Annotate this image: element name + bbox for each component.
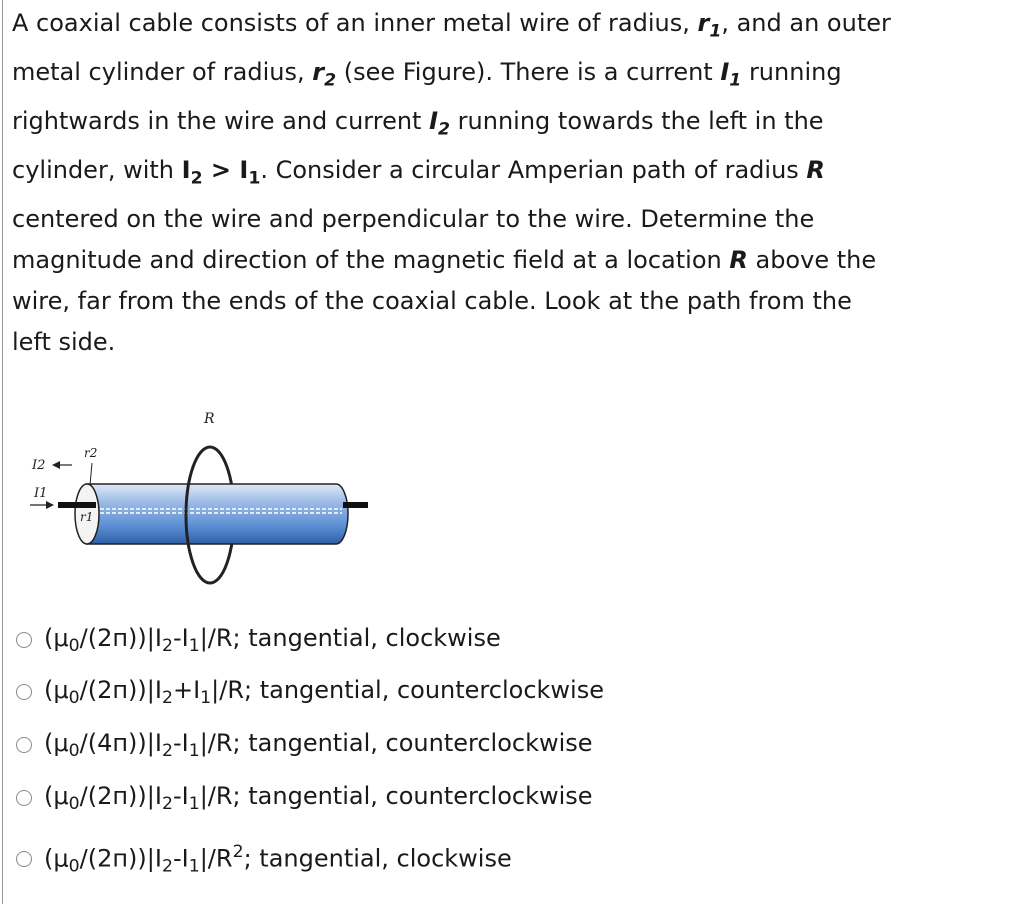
i1-variable: $I_1$ <box>720 58 742 91</box>
question-line-1 <box>12 6 1017 55</box>
i1-bold-variable: $I_1$ <box>239 156 261 189</box>
R-variable: R <box>806 156 825 184</box>
greater-than-sign: > <box>202 156 240 184</box>
label-I1: I1 <box>34 486 48 501</box>
r2-leader <box>90 463 92 485</box>
question-line-6: magnitude and direction of the magnetic field at a location R above the <box>12 246 877 274</box>
radio-button[interactable] <box>16 684 32 700</box>
label-r1: r1 <box>80 510 94 524</box>
radio-button[interactable] <box>16 851 32 867</box>
text: A coaxial cable consists of an inner metal wire of radius, <box>12 9 698 37</box>
choice-text: $(\mu_0/(2п))|I_2+I_1|/R$; tangential, counterclockwise <box>44 676 604 709</box>
left-border <box>2 0 3 904</box>
coaxial-cable-figure <box>30 405 380 590</box>
choice-text: $(\mu_0/(2п))|I_2-I_1|/R$; tangential, clockwise <box>44 624 501 657</box>
radio-button[interactable] <box>16 790 32 806</box>
question-line-4: cylinder, with $I_2 > I_1$. Consider a circular Amperian path of radius R <box>12 156 825 189</box>
text: , and an outer <box>721 9 891 37</box>
answer-choice-4[interactable] <box>16 782 593 814</box>
question-line-8: left side. <box>12 328 116 356</box>
i2-arrowhead <box>52 461 60 469</box>
choice-text: $(\mu_0/(2п))|I_2-I_1|/R$; tangential, counterclockwise <box>44 782 593 815</box>
label-R: R <box>204 411 215 427</box>
radio-button[interactable] <box>16 632 32 648</box>
answer-choice-2[interactable] <box>16 676 604 708</box>
question-line-5: centered on the wire and perpendicular to the wire. Determine the <box>12 205 815 233</box>
answer-choice-1[interactable] <box>16 624 501 656</box>
i2-bold-variable: $I_2$ <box>181 156 203 189</box>
answer-choice-5[interactable] <box>16 842 512 877</box>
choice-text: $(\mu_0/(2п))|I_2-I_1|/R^2$; tangential, clockwise <box>44 842 512 877</box>
r2-variable: $r_2$ <box>312 58 337 91</box>
r1-variable: $r_1$ <box>697 9 722 42</box>
outer-cylinder <box>87 484 348 544</box>
question-text <box>12 6 1017 366</box>
answer-choice-3[interactable] <box>16 729 593 761</box>
radio-button[interactable] <box>16 737 32 753</box>
question-line-3: rightwards in the wire and current $I_2$ running towards the left in the <box>12 107 824 140</box>
i2-variable: $I_2$ <box>429 107 451 140</box>
label-I2: I2 <box>32 458 46 473</box>
i1-arrowhead <box>46 501 54 509</box>
choice-text: $(\mu_0/(4п))|I_2-I_1|/R$; tangential, counterclockwise <box>44 729 593 762</box>
question-line-2: metal cylinder of radius, $r_2$ (see Figure). There is a current $I_1$ running <box>12 58 842 91</box>
R-variable: R <box>729 246 748 274</box>
question-line-7: wire, far from the ends of the coaxial cable. Look at the path from the <box>12 287 852 315</box>
label-r2: r2 <box>84 446 98 460</box>
